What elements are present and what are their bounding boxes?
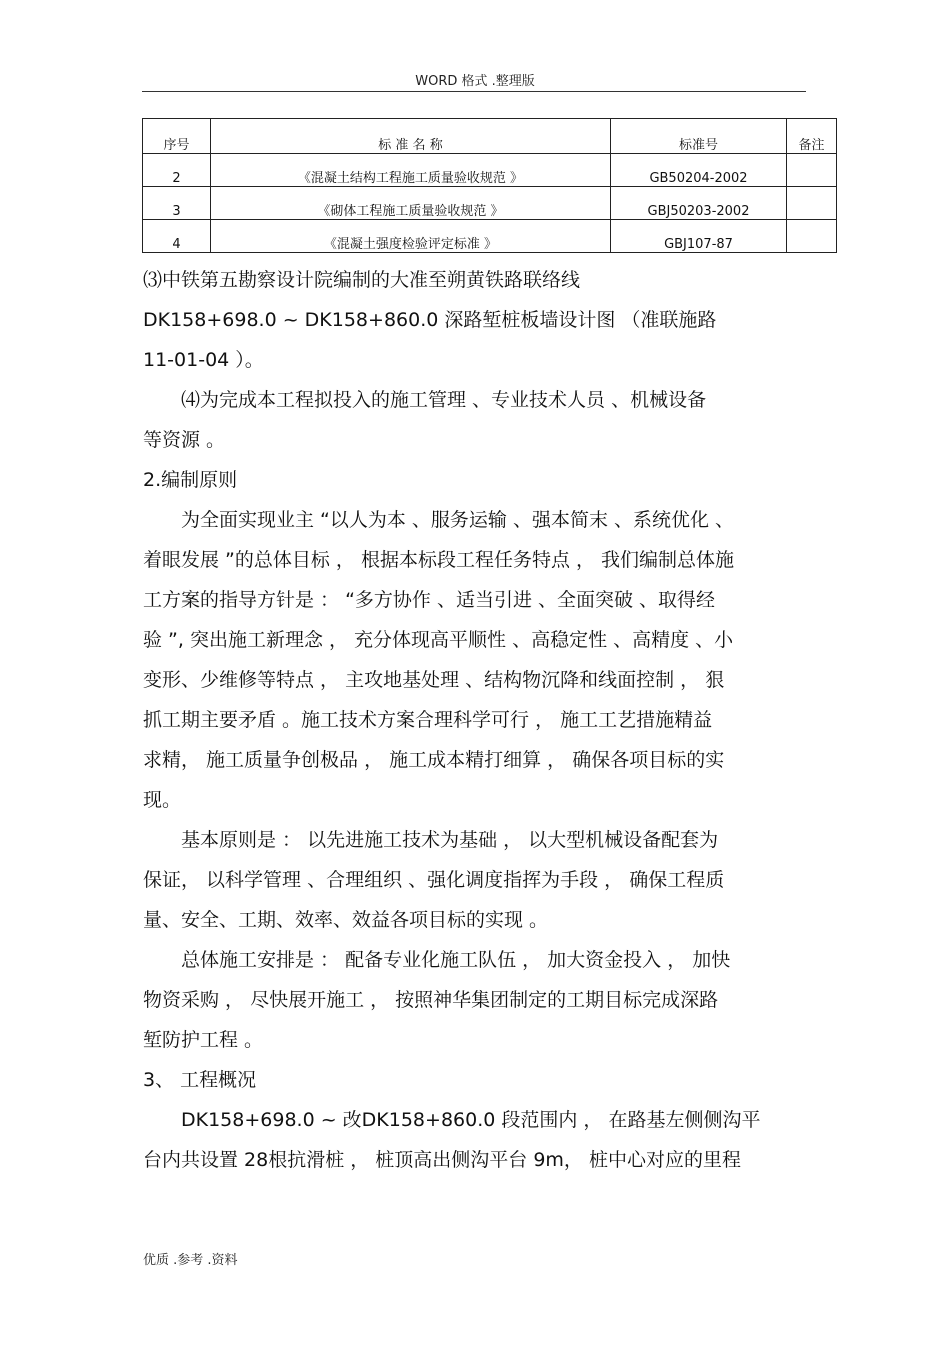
body-line: DK158+698.0 ~ 改DK158+860.0 段范围内 ， 在路基左侧侧沟平 <box>143 1109 761 1131</box>
cell-code: GB50204-2002 <box>611 154 787 187</box>
table-row <box>143 187 837 220</box>
body-line: 着眼发展 ”的总体目标 ， 根据本标段工程任务特点 ， 我们编制总体施 <box>143 549 735 571</box>
body-line: 变形、少维修等特点 ， 主攻地基处理 、结构物沉降和线面控制 ， 狠 <box>143 669 725 691</box>
body-line: 验 ”, 突出施工新理念 ， 充分体现高平顺性 、高稳定性 、高精度 、小 <box>143 629 734 651</box>
body-line: 现。 <box>143 789 182 811</box>
cell-name: 《混凝土强度检验评定标准 》 <box>211 220 611 253</box>
standards-table <box>142 118 837 253</box>
table-row <box>143 220 837 253</box>
cell-name: 《混凝土结构工程施工质量验收规范 》 <box>211 154 611 187</box>
body-line: 工方案的指导方针是 ： “多方协作 、适当引进 、全面突破 、取得经 <box>143 589 716 611</box>
body-line: 物资采购 ， 尽快展开施工 ， 按照神华集团制定的工期目标完成深路 <box>143 989 719 1011</box>
section-heading: 2.编制原则 <box>143 469 238 491</box>
cell-no: 4 <box>143 220 211 253</box>
body-line: 11-01-04 ）。 <box>143 349 264 371</box>
body-line: 量、安全、工期、效率、效益各项目标的实现 。 <box>143 909 549 931</box>
cell-note <box>787 220 837 253</box>
column-header-no: 序号 <box>143 119 211 154</box>
cell-no: 2 <box>143 154 211 187</box>
table-row <box>143 154 837 187</box>
body-line: 基本原则是 ： 以先进施工技术为基础 ， 以大型机械设备配套为 <box>143 829 719 851</box>
body-line: 求精， 施工质量争创极品 ， 施工成本精打细算 ， 确保各项目标的实 <box>143 749 725 771</box>
body-line: DK158+698.0 ~ DK158+860.0 深路堑桩板墙设计图 （准联施路 <box>143 309 717 331</box>
body-line: 总体施工安排是 ： 配备专业化施工队伍 ， 加大资金投入 ， 加快 <box>143 949 731 971</box>
body-line: 台内共设置 28根抗滑桩 ， 桩顶高出侧沟平台 9m， 桩中心对应的里程 <box>143 1149 741 1171</box>
cell-note <box>787 187 837 220</box>
body-line: 等资源 。 <box>143 429 226 451</box>
page-header: WORD 格式 .整理版 <box>415 74 535 89</box>
body-line: ⑶中铁第五勘察设计院编制的大准至朔黄铁路联络线 <box>143 269 581 291</box>
body-line: 保证， 以科学管理 、合理组织 、强化调度指挥为手段 ， 确保工程质 <box>143 869 725 891</box>
cell-note <box>787 154 837 187</box>
body-line: 抓工期主要矛盾 。施工技术方案合理科学可行 ， 施工工艺措施精益 <box>143 709 713 731</box>
body-text <box>143 260 811 1180</box>
section-heading: 3、 工程概况 <box>143 1069 257 1091</box>
cell-no: 3 <box>143 187 211 220</box>
body-line: 堑防护工程 。 <box>143 1029 264 1051</box>
page-footer: 优质 .参考 .资料 <box>143 1253 238 1268</box>
header-divider <box>142 91 806 92</box>
cell-code: GBJ107-87 <box>611 220 787 253</box>
cell-code: GBJ50203-2002 <box>611 187 787 220</box>
column-header-name: 标 准 名 称 <box>211 119 611 154</box>
body-line: ⑷为完成本工程拟投入的施工管理 、专业技术人员 、机械设备 <box>143 389 707 411</box>
column-header-note: 备注 <box>787 119 837 154</box>
cell-name: 《砌体工程施工质量验收规范 》 <box>211 187 611 220</box>
table-header-row <box>143 119 837 154</box>
column-header-code: 标准号 <box>611 119 787 154</box>
body-line: 为全面实现业主 “以人为本 、服务运输 、强本简末 、系统优化 、 <box>143 509 735 531</box>
